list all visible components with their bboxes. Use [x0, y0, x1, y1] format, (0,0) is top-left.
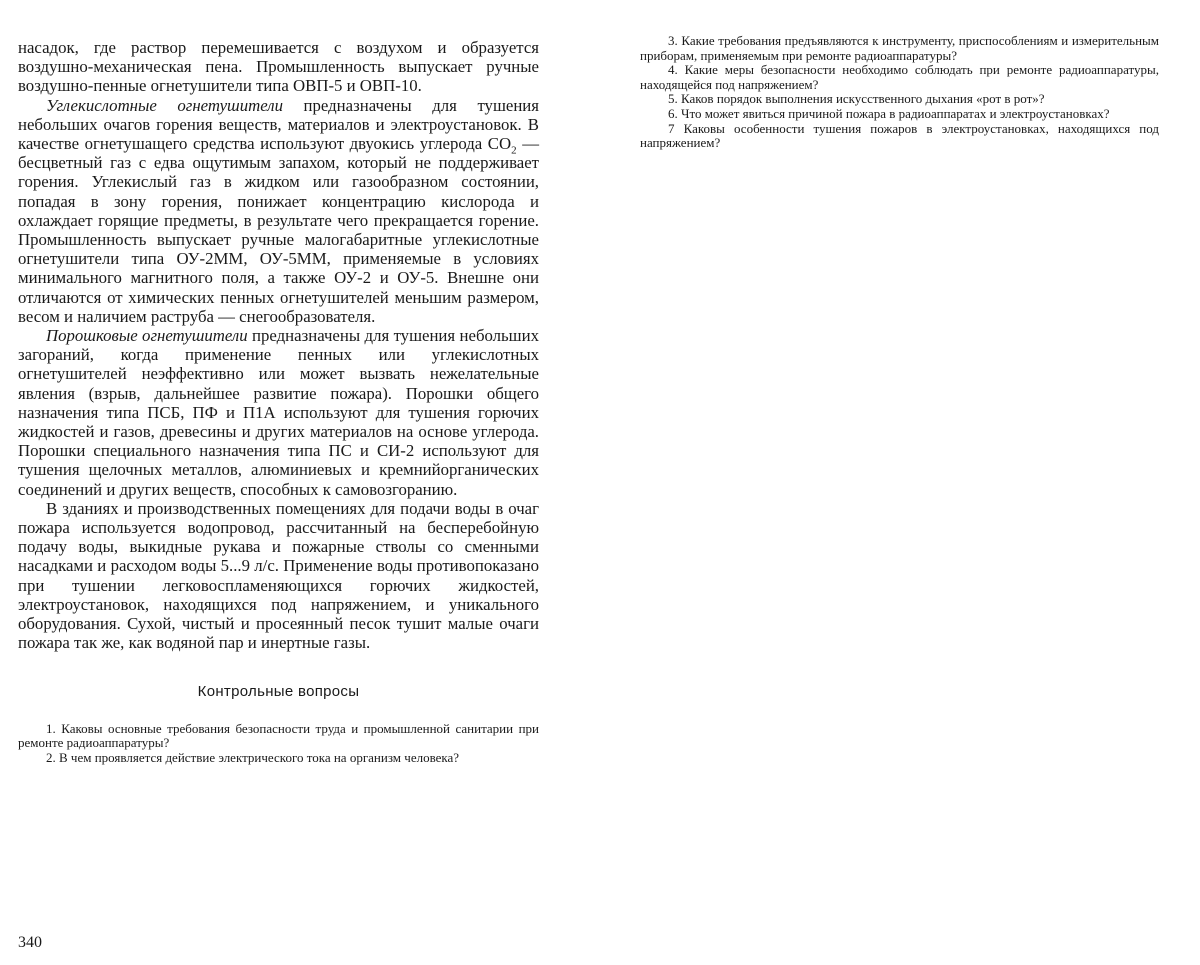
paragraph-co2-extinguishers [18, 96, 539, 326]
paragraph-powder-extinguishers [18, 326, 539, 499]
paragraph-water-supply: В зданиях и производственных помещениях для подачи воды в очаг пожара используется водопровод, рассчитанный на бесперебойную подачу воды, выкидные рукава и пожарные стволы со сменными насадками и расходом воды 5...9 л/с. Применение воды противопоказано при тушении легковоспламеняющихся горючих жидкостей, электроустановок, находящихся под напряжением, и уникального оборудования. Сухой, чистый и просеянный песок тушит малые очаги пожара так же, как водяной пар и инертные газы. [18, 498, 539, 653]
question-3: 3. Какие требования предъявляются к инструменту, приспособлениям и измерительным приборам, применяемым при ремонте радиоаппаратуры? [640, 33, 1159, 63]
paragraph-co2-text-b: — бесцветный газ с едва ощутимым запахом, который не поддерживает горения. Углекислый газ в жидком или газообразном состоянии, попадая в зону горения, понижает концентрацию кислорода и охлаждает горящие предметы, в результате чего прекращается горение. Промышленность выпускает ручные малогабаритные углекислотные огнетушители типа ОУ-2ММ, ОУ-5ММ, применяемые в условиях минимального магнитного поля, а также ОУ-2 и ОУ-5. Внешне они отличаются от химических пенных огнетушителей меньшим размером, весом и наличием раструба — снегообразователя. [18, 134, 539, 326]
question-5: 5. Каков порядок выполнения искусственного дыхания «рот в рот»? [668, 91, 1045, 107]
term-powder-extinguishers: Порошковые огнетушители [46, 326, 248, 346]
term-co2-extinguishers: Углекислотные огнетушители [46, 95, 283, 115]
paragraph-foam-extinguishers: насадок, где раствор перемешивается с воздухом и образуется воздушно-механическая пена. Промышленность выпускает ручные воздушно-пенные огнетушители типа ОВП-5 и ОВП-10. [18, 38, 539, 96]
paragraph-powder-text: предназначены для тушения небольших загораний, когда применение пенных или углекислотных огнетушителей неэффективно или может вызвать нежелательные явления (взрыв, дальнейшее развитие пожара). Порошки общего назначения типа ПСБ, ПФ и П1А используют для тушения горючих жидкостей и газов, древесины и других материалов на основе углерода. Порошки специального назначения типа ПС и СИ-2 используют для тушения щелочных металлов, алюминиевых и кремнийорганических соединений и других веществ, способных к самовозгоранию. [18, 326, 539, 499]
left-page [18, 38, 539, 765]
question-4: 4. Какие меры безопасности необходимо соблюдать при ремонте радиоаппаратуры, находящейся под напряжением? [640, 62, 1159, 92]
question-1: 1. Каковы основные требования безопасности труда и промышленной санитарии при ремонте радиоаппаратуры? [18, 720, 539, 751]
paragraph-co2-text-a: предназначены для тушения небольших очагов горения веществ, материалов и электроустановок. В качестве огнетушащего средства используют двуокись углерода CO [18, 95, 539, 154]
question-2: 2. В чем проявляется действие электрического тока на организм человека? [46, 749, 460, 765]
question-7: 7 Каковы особенности тушения пожаров в электроустановках, находящихся под напряжением? [640, 120, 1159, 151]
right-page [640, 34, 1159, 151]
section-heading: Контрольные вопросы [197, 682, 360, 700]
question-6: 6. Что может явиться причиной пожара в радиоаппаратах и электроустановках? [668, 105, 1110, 121]
co2-subscript: 2 [511, 144, 517, 157]
page-number: 340 [18, 934, 42, 951]
